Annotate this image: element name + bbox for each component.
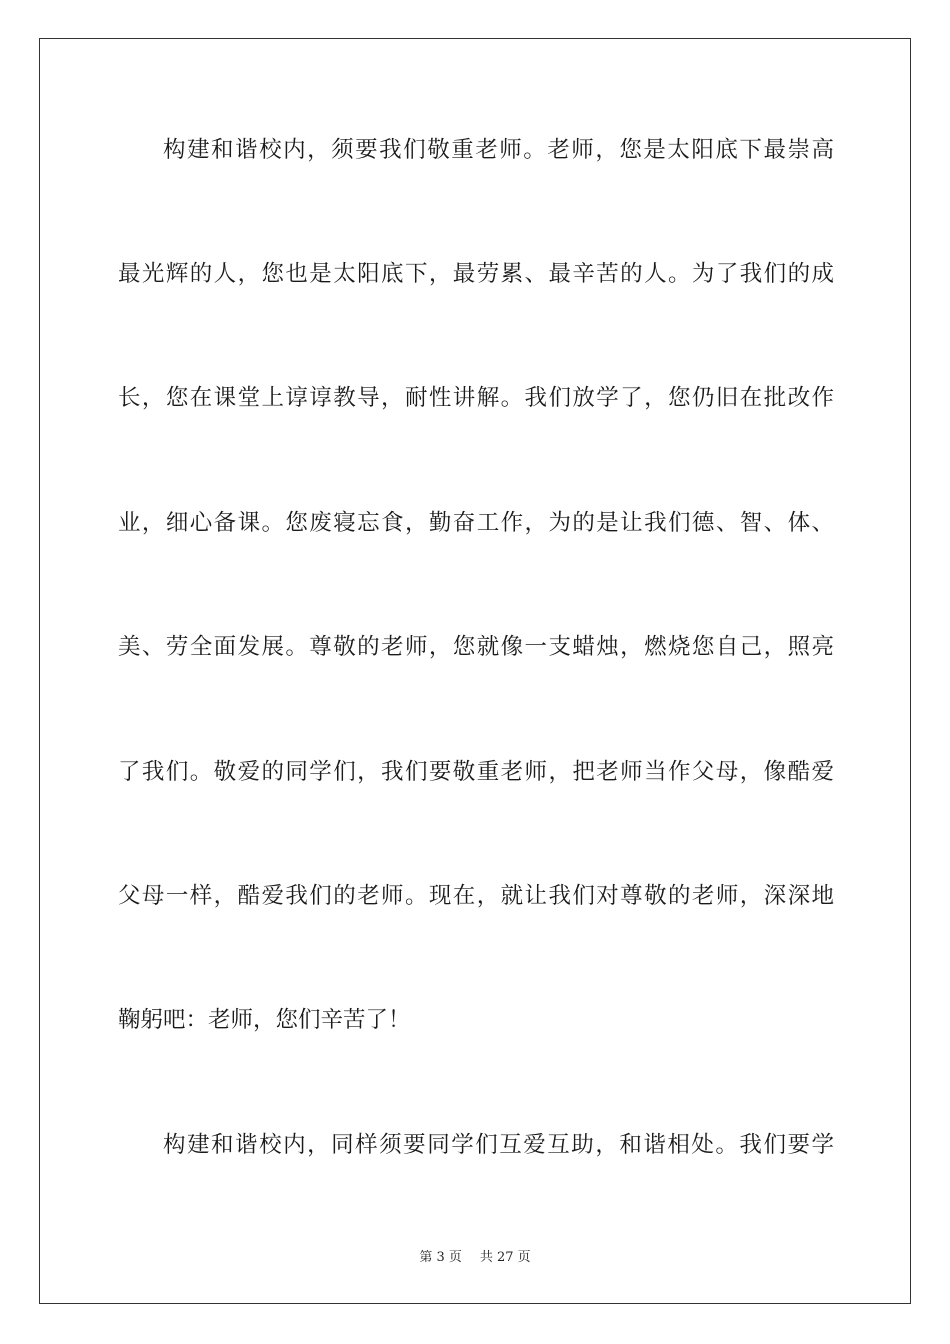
paragraph-1-line-4: 业，细心备课。您废寝忘食，勤奋工作，为的是让我们德、智、体、 [118, 510, 834, 536]
page-total: 共 27 页 [479, 1250, 531, 1265]
paragraph-1-line-6: 了我们。敬爱的同学们，我们要敬重老师，把老师当作父母，像酷爱 [118, 759, 834, 785]
paragraph-1-line-5: 美、劳全面发展。尊敬的老师，您就像一支蜡烛，燃烧您自己，照亮 [118, 634, 834, 660]
page-number: 第 3 页 [419, 1250, 462, 1265]
paragraph-1-line-2: 最光辉的人，您也是太阳底下，最劳累、最辛苦的人。为了我们的成 [118, 261, 834, 287]
paragraph-1-line-8: 鞠躬吧：老师，您们辛苦了！ [118, 1007, 411, 1033]
page-border [39, 38, 911, 1304]
paragraph-2-line-1: 构建和谐校内，同样须要同学们互爱互助，和谐相处。我们要学 [163, 1132, 834, 1158]
paragraph-1-line-7: 父母一样，酷爱我们的老师。现在，就让我们对尊敬的老师，深深地 [118, 883, 834, 909]
paragraph-1-line-3: 长，您在课堂上谆谆教导，耐性讲解。我们放学了，您仍旧在批改作 [118, 385, 834, 411]
paragraph-1-line-1: 构建和谐校内，须要我们敬重老师。老师，您是太阳底下最崇高 [163, 137, 834, 163]
page-footer [0, 1246, 950, 1265]
